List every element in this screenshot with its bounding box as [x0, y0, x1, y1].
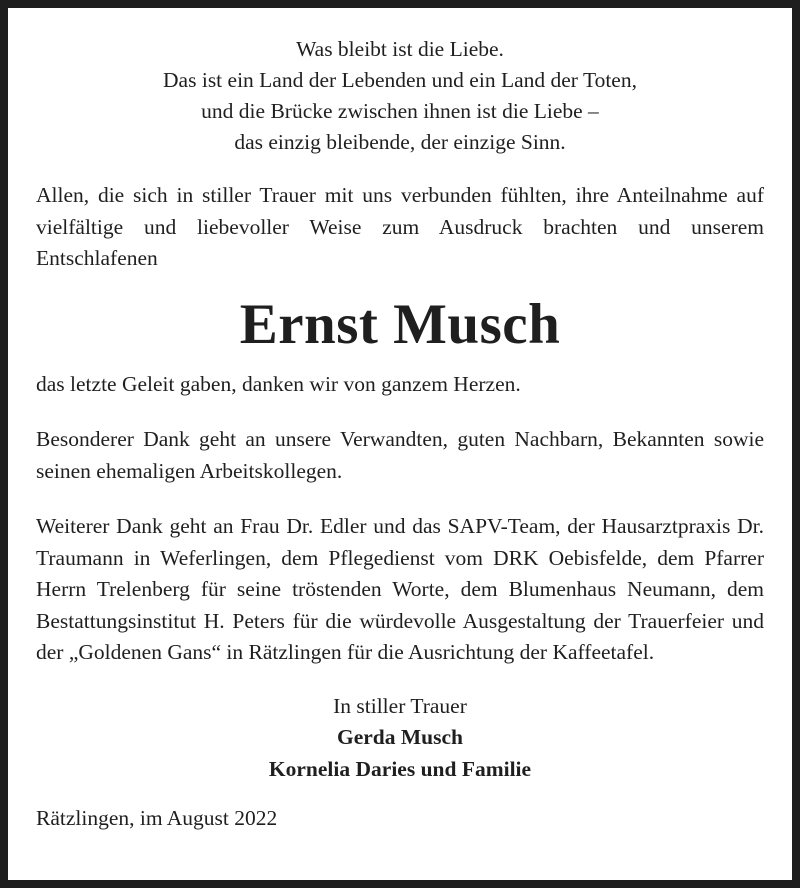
deceased-name: Ernst Musch: [239, 292, 561, 356]
farewell-paragraph: das letzte Geleit gaben, danken wir von ganzem Herzen.: [36, 371, 521, 396]
further-thanks-paragraph: Weiterer Dank geht an Frau Dr. Edler und das SAPV-Team, der Hausarztpraxis Dr. Traumann in Weferlingen, dem Pflegedienst vom DRK Oebisfelde, dem Pfarrer Herrn Trelenberg für seine tröstenden Worte, dem Blumenhaus Neumann, dem Bestattungsinstitut H. Peters für die würdevolle Ausgestaltung der Trauerfeier und der „Goldenen Gans“ in Rätzlingen für die Ausrichtung der Kaffeetafel.: [36, 514, 764, 664]
poem-line-1: Was bleibt ist die Liebe.: [296, 37, 504, 61]
special-thanks-paragraph: Besonderer Dank geht an unsere Verwandten, guten Nachbarn, Bekannten sowie seinen ehemaligen Arbeitskollegen.: [36, 427, 764, 483]
signature-block: [36, 691, 764, 786]
poem-line-4: das einzig bleibende, der einzige Sinn.: [234, 130, 566, 154]
thanks-intro-paragraph: Allen, die sich in stiller Trauer mit uns verbunden fühlten, ihre Anteilnahme auf vielfältige und liebevoller Weise zum Ausdruck brachten und unserem Entschlafenen: [36, 183, 764, 270]
signature-intro: In stiller Trauer: [333, 693, 467, 718]
place-and-date: Rätzlingen, im August 2022: [36, 806, 278, 830]
signature-name-family: Kornelia Daries und Familie: [268, 756, 532, 781]
poem-verse: [36, 34, 764, 158]
poem-line-3: und die Brücke zwischen ihnen ist die Liebe –: [201, 99, 599, 123]
signature-name-primary: Gerda Musch: [336, 725, 463, 749]
poem-line-2: Das ist ein Land der Lebenden und ein Land der Toten,: [163, 68, 637, 92]
